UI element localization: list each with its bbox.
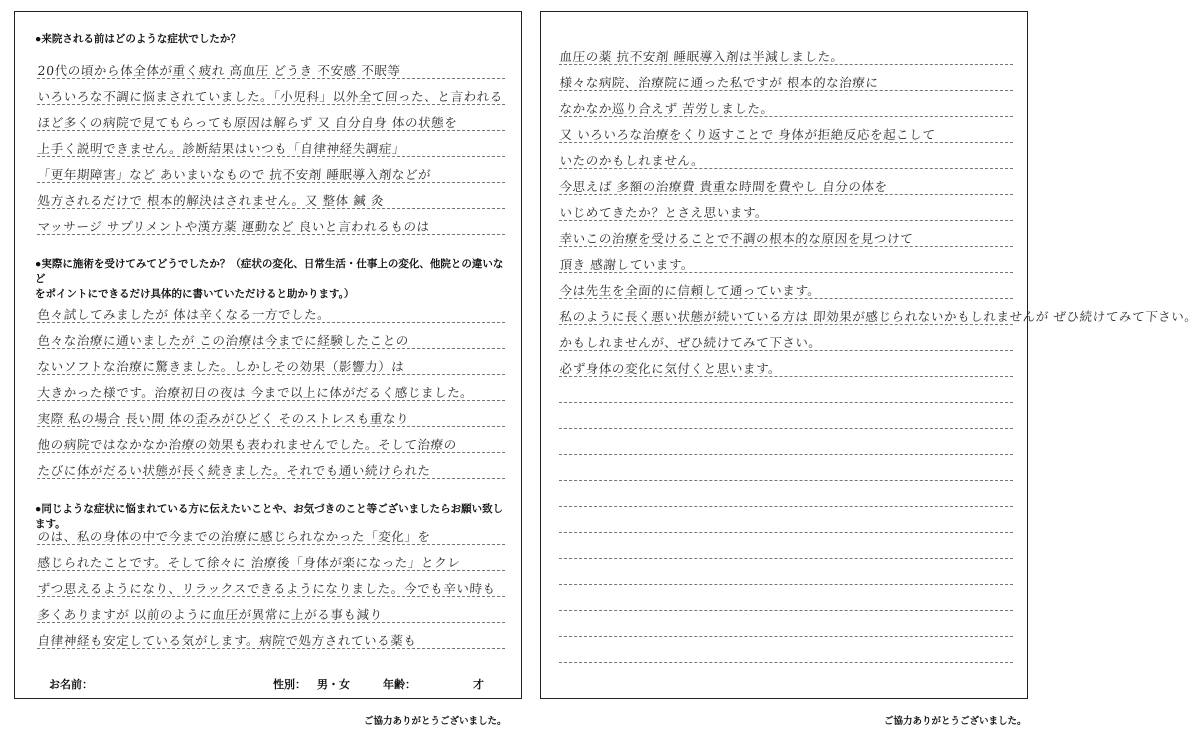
ruled-line: [559, 532, 1013, 533]
name-label: お名前：: [49, 679, 93, 691]
handwritten-line: 又 いろいろな治療をくり返すことで 身体が拒絶反応を起こして: [559, 127, 937, 142]
handwritten-line: 色々試してみましたが 体は辛くなる一方でした。: [37, 307, 331, 322]
handwritten-line: なかなか巡り合えず 苦労しました。: [559, 101, 775, 116]
left-thanks-note: ご協力ありがとうございました。: [364, 716, 507, 727]
handwritten-line: ほど多くの病院で見てもらっても原因は解らず 又 自分自身 体の状態を: [37, 115, 458, 130]
gender-options: 男・女: [317, 679, 350, 691]
handwritten-line: いろいろな不調に悩まされていました。「小児科」以外全て回った、と言われる: [37, 89, 504, 104]
ruled-line: [559, 610, 1013, 611]
handwritten-line: 頂き 感謝しています。: [559, 257, 695, 272]
question-advice: ●同じような症状に悩まれている方に伝えたいことや、お気づきのこと等ございましたらお願い致します。: [35, 503, 504, 530]
handwritten-line: 血圧の薬 抗不安剤 睡眠導入剤は半減しました。: [559, 49, 845, 64]
handwritten-line: 実際 私の場合 長い間 体の歪みがひどく そのストレスも重なり: [37, 411, 410, 426]
handwritten-line: 自律神経も安定している気がします。病院で処方されている薬も: [37, 633, 418, 648]
ruled-line: [559, 558, 1013, 559]
handwritten-line: 幸いこの治療を受けることで不調の根本的な原因を見つけて: [559, 231, 914, 246]
handwritten-line: マッサージ サプリメントや漢方薬 運動など 良いと言われるものは: [37, 219, 431, 234]
ruled-line: [559, 636, 1013, 637]
handwritten-line: 多くありますが 以前のように血圧が異常に上がる事も減り: [37, 607, 384, 622]
handwritten-line: ないソフトな治療に驚きました。しかしその効果（影響力）は: [37, 359, 405, 374]
ruled-line: [559, 402, 1013, 403]
handwritten-line: 私のように長く悪い状態が続いている方は 即効果が感じられないかもしれませんが ぜひ続けてみて下さい。: [559, 309, 1198, 324]
handwritten-line: かもしれませんが、ぜひ続けてみて下さい。: [559, 335, 823, 350]
ruled-line: [559, 584, 1013, 585]
ruled-line: [559, 662, 1013, 663]
handwritten-line: 色々な治療に通いましたが この治療は今までに経験したことの: [37, 333, 410, 348]
ruled-line: [559, 454, 1013, 455]
right-survey-sheet: [540, 11, 1198, 699]
question-line: をポイントにできるだけ具体的に書いていただけると助かります。）: [35, 288, 355, 300]
handwritten-line: 大きかった様です。治療初日の夜は 今まで以上に体がだるく感じました。: [37, 385, 474, 400]
left-survey-sheet: [14, 11, 522, 699]
handwritten-line: 感じられたことです。そして徐々に 治療後「身体が楽になった」とクレ: [37, 555, 461, 570]
handwritten-line: 他の病院ではなかなか治療の効果も表われませんでした。そして治療の: [37, 437, 458, 452]
handwritten-line: 今は先生を全面的に信頼して通っています。: [559, 283, 822, 298]
ruled-line: [559, 480, 1013, 481]
question-after-treatment: [35, 257, 507, 302]
handwritten-line: いたのかもしれません。: [559, 153, 705, 168]
handwritten-line: いじめてきたか？とさえ思います。: [559, 205, 769, 220]
question-line: ●実際に施術を受けてみてどうでしたか？（症状の変化、日常生活・仕事上の変化、他院との違いなど: [35, 258, 504, 285]
ruled-line: [559, 428, 1013, 429]
question-before-visit: ●来院される前はどのような症状でしたか？: [35, 33, 241, 45]
handwritten-line: 20代の頃から体全体が重く疲れ 高血圧 どうき 不安感 不眠等: [37, 63, 402, 78]
handwritten-line: のは、私の身体の中で今までの治療に感じられなかった「変化」を: [37, 529, 432, 544]
ruled-line: [559, 506, 1013, 507]
handwritten-line: 処方されるだけで 根本的解決はされません。又 整体 鍼 灸: [37, 193, 385, 208]
handwritten-line: 上手く説明できません。診断結果はいつも「自律神経失調症」: [37, 141, 406, 156]
age-unit: 才: [473, 679, 484, 691]
handwritten-line: 必ず身体の変化に気付くと思います。: [559, 361, 782, 376]
right-thanks-note: ご協力ありがとうございました。: [884, 716, 1027, 727]
handwritten-line: ずつ思えるようになり、リラックスできるようになりました。今でも辛い時も: [37, 581, 497, 596]
handwritten-line: 今思えば 多額の治療費 貴重な時間を費やし 自分の体を: [559, 179, 889, 194]
gender-label: 性別：: [273, 679, 306, 691]
handwritten-line: 様々な病院、治療院に通った私ですが 根本的な治療に: [559, 75, 880, 90]
handwritten-line: 「更年期障害」など あいまいなもので 抗不安剤 睡眠導入剤などが: [37, 167, 432, 182]
handwritten-line: たびに体がだるい状態が長く続きました。それでも通い続けられた: [37, 463, 432, 478]
age-label: 年齢：: [383, 679, 416, 691]
